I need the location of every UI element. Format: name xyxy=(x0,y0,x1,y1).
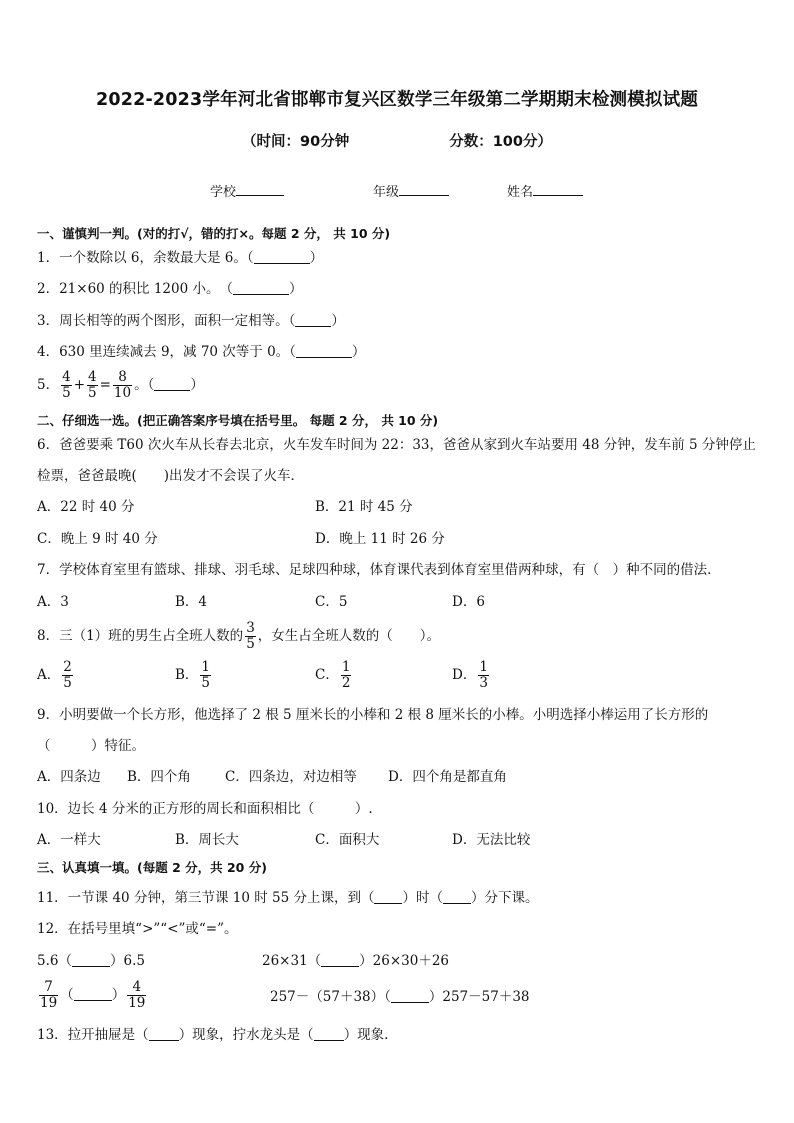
question-5: 5． $\frac{4}{5}$ + $\frac{4}{5}$ = $\frac{8}{10}$ 。（ ） xyxy=(37,369,204,401)
school-label: 学校 xyxy=(210,185,237,200)
question-3-text: 3．周长相等的两个图形，面积一定相等。 xyxy=(37,313,289,329)
answer-blank xyxy=(443,890,471,904)
question-9-line-2: （ ）特征。 xyxy=(37,738,145,754)
comparison-2: 26×31（ ）26×30＋26 xyxy=(262,953,450,969)
school-blank xyxy=(236,183,284,196)
fraction: $\frac{4}{19}$ xyxy=(128,979,146,1011)
fraction: $\frac{3}{5}$ xyxy=(246,620,255,652)
question-3: 3．周长相等的两个图形，面积一定相等。（ ） xyxy=(37,313,345,329)
option-a: A．一样大 xyxy=(37,832,101,848)
option-c: C． $\frac{1}{2}$ xyxy=(315,659,351,691)
option-d: D．晚上 11 时 26 分 xyxy=(315,531,445,547)
option-d: D．四个角是都直角 xyxy=(388,769,507,785)
answer-blank xyxy=(72,953,110,967)
grade-label: 年级 xyxy=(373,185,400,200)
option-c: C．面积大 xyxy=(315,832,380,848)
question-2-text: 2．21×60 的积比 1200 小。 xyxy=(37,281,213,297)
option-d: D．无法比较 xyxy=(452,832,531,848)
school-field xyxy=(210,181,284,200)
answer-blank xyxy=(254,250,310,264)
time-limit: （时间：90分钟 xyxy=(242,134,350,150)
name-label: 姓名 xyxy=(507,185,534,200)
fraction: $\frac{1}{5}$ xyxy=(201,659,211,691)
question-10: 10．边长 4 分米的正方形的周长和面积相比（ ）. xyxy=(37,801,373,817)
answer-blank xyxy=(374,890,402,904)
fraction: $\frac{7}{19}$ xyxy=(40,979,58,1011)
fraction: $\frac{4}{5}$ xyxy=(88,369,97,401)
fraction: $\frac{2}{5}$ xyxy=(63,659,72,691)
option-c: C．四条边，对边相等 xyxy=(225,769,357,785)
question-1: 1．一个数除以 6，余数最大是 6。（ ） xyxy=(37,250,324,266)
fraction: $\frac{4}{5}$ xyxy=(62,369,71,401)
answer-blank xyxy=(391,989,429,1003)
option-a: A．四条边 xyxy=(37,769,101,785)
answer-blank xyxy=(321,953,359,967)
option-c: C．5 xyxy=(315,594,348,610)
option-a: A．22 时 40 分 xyxy=(37,499,135,515)
option-b: B． $\frac{1}{5}$ xyxy=(175,659,211,691)
option-b: B．四个角 xyxy=(127,769,191,785)
answer-blank xyxy=(154,377,190,391)
question-9-line-1: 9．小明要做一个长方形，他选择了 2 根 5 厘米长的小棒和 2 根 8 厘米长的小棒。小明选择小棒运用了长方形的 xyxy=(37,707,709,723)
comparison-1: 5.6（ ）6.5 xyxy=(37,953,145,969)
option-b: B．周长大 xyxy=(175,832,239,848)
exam-subtitle xyxy=(0,130,794,151)
comparison-3: $\frac{7}{19}$ （ ） $\frac{4}{19}$ xyxy=(40,979,146,1011)
question-2: 2．21×60 的积比 1200 小。 （ ） xyxy=(37,281,303,297)
option-d: D． $\frac{1}{3}$ xyxy=(452,659,488,691)
answer-blank xyxy=(149,1027,179,1041)
grade-field xyxy=(373,181,449,200)
fraction: $\frac{1}{2}$ xyxy=(341,659,351,691)
option-d: D．6 xyxy=(452,594,485,610)
answer-blank xyxy=(233,281,289,295)
question-7: 7．学校体育室里有篮球、排球、羽毛球、足球四种球，体育课代表到体育室里借两种球，有（ ）种不同的借法． xyxy=(37,562,721,578)
answer-blank xyxy=(314,1027,344,1041)
option-c: C．晚上 9 时 40 分 xyxy=(37,531,158,547)
question-4-text: 4．630 里连续减去 9，减 70 次等于 0。 xyxy=(37,344,290,360)
comparison-4: 257－（57＋38）（ ）257－57＋38 xyxy=(270,989,530,1005)
answer-blank xyxy=(74,987,112,1001)
answer-blank xyxy=(295,313,331,327)
answer-blank xyxy=(296,344,352,358)
section-1-heading: 一、谨慎判一判。(对的打√，错的打×。每题 2 分， 共 10 分) xyxy=(37,226,391,241)
fraction: $\frac{8}{10}$ xyxy=(113,369,132,401)
option-a: A．3 xyxy=(37,594,69,610)
question-4: 4．630 里连续减去 9，减 70 次等于 0。（ ） xyxy=(37,344,366,360)
question-6-line-2: 检票，爸爸最晚( )出发才不会误了火车． xyxy=(37,468,305,484)
grade-blank xyxy=(399,183,449,196)
question-1-text: 1．一个数除以 6，余数最大是 6。 xyxy=(37,250,247,266)
exam-title: 2022-2023学年河北省邯郸市复兴区数学三年级第二学期期末检测模拟试题 xyxy=(95,90,699,110)
question-12: 12．在括号里填“>”“<”或“=”。 xyxy=(37,921,238,937)
question-8: 8．三（1）班的男生占全班人数的 $\frac{3}{5}$ ，女生占全班人数的（ ）。 xyxy=(37,620,441,652)
fraction: $\frac{1}{3}$ xyxy=(479,659,488,691)
question-6-line-1: 6．爸爸要乘 T60 次火车从长春去北京，火车发车时间为 22：33，爸爸从家到火车站要用 48 分钟，发车前 5 分钟停止 xyxy=(37,437,756,453)
question-13: 13．拉开抽屉是（ ）现象，拧水龙头是（ ）现象. xyxy=(37,1027,389,1043)
name-blank xyxy=(533,183,583,196)
section-2-heading: 二、仔细选一选。(把正确答案序号填在括号里。 每题 2 分， 共 10 分) xyxy=(37,413,439,428)
total-score: 分数：100分） xyxy=(449,134,552,150)
option-a: A． $\frac{2}{5}$ xyxy=(37,659,72,691)
name-field xyxy=(507,181,583,200)
question-11: 11．一节课 40 分钟，第三节课 10 时 55 分上课，到（ ）时（ ）分下课。 xyxy=(37,890,539,906)
section-3-heading: 三、认真填一填。(每题 2 分，共 20 分) xyxy=(37,860,267,875)
option-b: B．21 时 45 分 xyxy=(315,499,413,515)
option-b: B．4 xyxy=(175,594,208,610)
